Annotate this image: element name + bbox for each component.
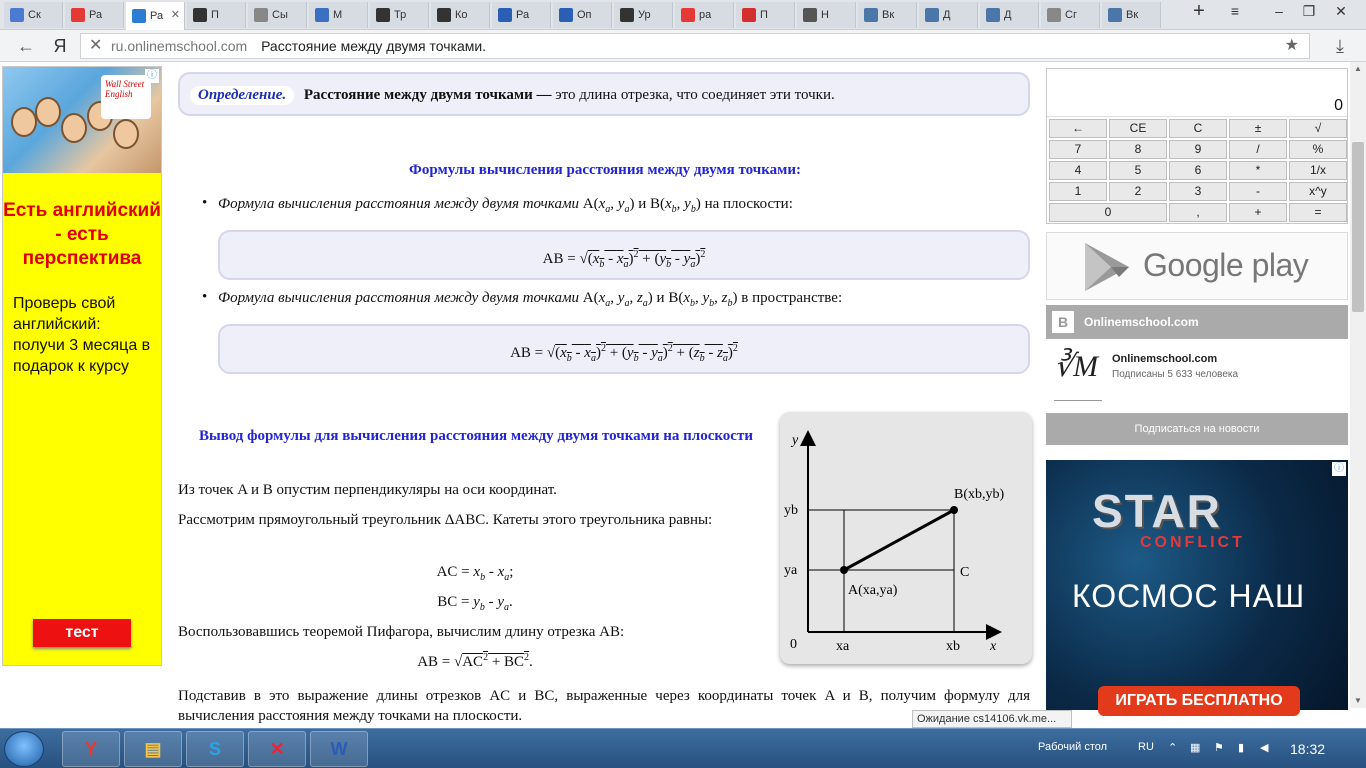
status-bar: Ожидание cs14106.vk.me...: [912, 710, 1072, 728]
browser-tab[interactable]: [919, 2, 978, 28]
pythagoras-formula: AB = $√AC^2 + BC^2$.: [417, 652, 533, 670]
browser-tab[interactable]: [980, 2, 1039, 28]
vk-icon: [986, 8, 1000, 22]
x-axis-label: x: [990, 639, 997, 654]
scroll-down-icon[interactable]: ▼: [1354, 696, 1362, 705]
calculator-key[interactable]: 6: [1169, 161, 1227, 180]
download-icon[interactable]: ⤓: [1336, 36, 1344, 56]
browser-tab[interactable]: [65, 2, 124, 28]
tab-label: Ра: [516, 9, 530, 21]
skype-icon[interactable]: S: [186, 731, 244, 767]
play-free-button[interactable]: ИГРАТЬ БЕСПЛАТНО: [1098, 686, 1300, 716]
legs-formulas: AC = $x_b - x_a$; BC = $y_b - y_a$.: [436, 564, 514, 613]
menu-icon[interactable]: ≡: [1230, 3, 1240, 19]
bullet-plane-text: Формула вычисления расстояния между двумя точками: [218, 196, 580, 212]
close-tab-icon[interactable]: ✕: [170, 9, 180, 21]
browser-tab[interactable]: [431, 2, 490, 28]
network-icon[interactable]: ▦: [1190, 742, 1201, 754]
google-play-banner[interactable]: [1046, 232, 1348, 300]
tick-xb: xb: [946, 639, 960, 654]
wall-street-english-logo: Wall Street English: [101, 75, 151, 119]
definition-term: Расстояние между двумя точками —: [303, 87, 552, 103]
point-c-label: C: [960, 565, 970, 580]
sqrt-icon: [437, 8, 451, 22]
vk-header-title: Onlinemschool.com: [1084, 315, 1199, 329]
ad-headline: Есть английский - есть перспектива: [3, 200, 161, 269]
calculator-key[interactable]: CE: [1109, 119, 1167, 138]
vk-subscribe-button[interactable]: Подписаться на новости: [1046, 413, 1348, 445]
paragraph-triangle: Рассмотрим прямоугольный треугольник ΔABC. Катеты этого треугольника равны:: [178, 512, 713, 528]
definition-text: это длина отрезка, что соединяет эти точки.: [555, 87, 835, 103]
word-icon[interactable]: W: [310, 731, 368, 767]
calculator-key[interactable]: -: [1229, 182, 1287, 201]
tab-label: Ра: [150, 10, 164, 22]
bullet-plane-suffix: на плоскости:: [704, 196, 793, 212]
browser-toolbar: [0, 30, 1366, 62]
tab-label: Ра: [89, 9, 103, 21]
mail-icon: [315, 8, 329, 22]
formula-space: AB = $√(x_b - x_a)^2 + (y_b - y_a)^2 + (z_b - z_a)^2$: [218, 324, 1030, 374]
browser-tab[interactable]: [309, 2, 368, 28]
bookmark-star-icon[interactable]: ★: [1284, 37, 1299, 54]
browser-tab[interactable]: [248, 2, 307, 28]
tick-ya: ya: [784, 563, 798, 578]
vk-group-name[interactable]: Onlinemschool.com: [1112, 353, 1218, 365]
stop-loading-icon[interactable]: ✕: [89, 37, 103, 54]
ad-photo: [3, 67, 161, 173]
sqrt-icon: [620, 8, 634, 22]
sqrt-icon: [376, 8, 390, 22]
yandex-logo[interactable]: Я: [53, 36, 67, 56]
close-window-icon[interactable]: ✕: [1335, 3, 1347, 19]
browser-tab[interactable]: [675, 2, 734, 28]
gear-icon: [803, 8, 817, 22]
tick-xa: xa: [836, 639, 850, 654]
calculator-key[interactable]: *: [1229, 161, 1287, 180]
yandex-icon: [681, 8, 695, 22]
calculator-key[interactable]: C: [1169, 119, 1227, 138]
calculator-key[interactable]: %: [1289, 140, 1347, 159]
calculator-key[interactable]: 9: [1169, 140, 1227, 159]
calculator-key[interactable]: x^y: [1289, 182, 1347, 201]
tab-label: Д: [1004, 9, 1012, 21]
calculator-key[interactable]: √: [1289, 119, 1347, 138]
origin-label: 0: [790, 637, 797, 652]
book-icon: [498, 8, 512, 22]
tab-label: Вк: [882, 9, 895, 21]
calculator-key[interactable]: 1: [1049, 182, 1107, 201]
calculator-widget: [1046, 68, 1348, 224]
formula-plane: AB = $√(x_b - x_a)^2 + (y_b - y_a)^2$: [218, 230, 1030, 280]
formulas-heading: Формулы вычисления расстояния между двумя точками:: [409, 162, 801, 178]
url-domain: ru.onlinemschool.com: [111, 38, 248, 54]
left-ad-banner[interactable]: [2, 66, 162, 666]
bullet-space-suffix: в пространстве:: [741, 290, 843, 306]
puzzle-icon: [193, 8, 207, 22]
tab-label: Тр: [394, 9, 407, 21]
yandex-icon: [71, 8, 85, 22]
segment-ab: [844, 510, 954, 570]
point-b-label: B(xb,yb): [954, 487, 1005, 502]
signal-icon[interactable]: ▮: [1238, 742, 1245, 754]
calculator-key[interactable]: ←: [1049, 119, 1107, 138]
pdf-reader-icon[interactable]: ✕: [248, 731, 306, 767]
tab-label: Сг: [1065, 9, 1077, 21]
google-play-icon: [1081, 241, 1141, 293]
ad-body: Проверь свой английский: получи 3 месяца в подарок к курсу: [13, 295, 151, 375]
url-page-title: Расстояние между двумя точками.: [261, 38, 487, 54]
calculator-key[interactable]: 1/x: [1289, 161, 1347, 180]
start-button[interactable]: [4, 731, 44, 767]
new-tab-button[interactable]: +: [1193, 0, 1205, 22]
calculator-key[interactable]: 0: [1049, 203, 1167, 222]
desktop-label[interactable]: Рабочий стол: [1038, 741, 1108, 753]
browser-tab[interactable]: [1102, 2, 1161, 28]
vk-icon: [925, 8, 939, 22]
point-b-dot: [950, 506, 958, 514]
browser-tab[interactable]: [1041, 2, 1100, 28]
vk-icon: [864, 8, 878, 22]
browser-tab[interactable]: [370, 2, 429, 28]
one-icon: [742, 8, 756, 22]
calculator-key[interactable]: 4: [1049, 161, 1107, 180]
ad-test-button[interactable]: тест: [33, 619, 131, 647]
paragraph-substitute: Подставив в это выражение длины отрезков AC и BC, выраженные через координаты точек A и B, получим формулу для вычисления расстояния между точками на плоскости.: [178, 688, 1030, 724]
paragraph-pythagoras: Воспользовавшись теоремой Пифагора, вычислим длину отрезка AB:: [178, 624, 625, 640]
ad-choices-icon[interactable]: ⓘ: [147, 70, 157, 81]
coordinate-graph: [780, 412, 1032, 664]
game-slogan: КОСМОС НАШ: [1072, 578, 1306, 614]
page-icon: [254, 8, 268, 22]
browser-tab[interactable]: [126, 2, 185, 30]
browser-tab[interactable]: [187, 2, 246, 28]
tab-label: ра: [699, 9, 712, 21]
point-a-label: A(xa,ya): [848, 583, 898, 598]
calculator-key[interactable]: /: [1229, 140, 1287, 159]
bullet-space: • Формула вычисления расстояния между двумя точками $A(x_a$, $y_a$, $z_a$) и $B(x_b$, $y_b$, $z_b$) в пространстве:: [218, 290, 842, 309]
tray-up-icon[interactable]: ⌃: [1168, 742, 1178, 754]
calculator-key[interactable]: =: [1289, 203, 1347, 222]
tab-label: Ск: [28, 9, 41, 21]
calculator-key[interactable]: 2: [1109, 182, 1167, 201]
flag-icon[interactable]: ⚑: [1214, 742, 1224, 754]
tab-label: Вк: [1126, 9, 1139, 21]
tab-strip: [0, 0, 1366, 30]
y-axis-label: y: [792, 433, 799, 448]
browser-tab[interactable]: [858, 2, 917, 28]
tab-label: П: [760, 9, 768, 21]
ad-choices-icon[interactable]: ⓘ: [1334, 463, 1344, 474]
vk-logo-icon: B: [1052, 311, 1074, 333]
tab-label: Н: [821, 9, 829, 21]
derivation-heading: Вывод формулы для вычисления расстояния между двумя точками на плоскости: [199, 428, 753, 444]
yandex-browser-icon[interactable]: Y: [62, 731, 120, 767]
loading-icon: [132, 9, 146, 23]
clock[interactable]: 18:32: [1290, 741, 1326, 757]
calculator-key[interactable]: 7: [1049, 140, 1107, 159]
maximize-icon[interactable]: ❐: [1302, 3, 1316, 19]
tick-yb: yb: [784, 503, 798, 518]
tab-label: Ко: [455, 9, 468, 21]
browser-tab[interactable]: [736, 2, 795, 28]
page-icon: [1047, 8, 1061, 22]
explorer-icon[interactable]: ▤: [124, 731, 182, 767]
calculator-display: 0: [1047, 69, 1347, 117]
vk-subscribers: Подписаны 5 633 человека: [1112, 369, 1239, 380]
scrollbar-thumb[interactable]: [1352, 142, 1364, 312]
tab-label: Сы: [272, 9, 288, 21]
tab-label: Ур: [638, 9, 651, 21]
onlinemschool-avatar[interactable]: ∛M: [1054, 349, 1102, 401]
ad-icon: [10, 8, 24, 22]
google-play-label: Google play: [1143, 247, 1309, 283]
browser-tab[interactable]: [492, 2, 551, 28]
volume-icon[interactable]: ◀: [1260, 742, 1269, 754]
definition-label: Определение.: [190, 86, 294, 105]
back-button[interactable]: ←: [17, 36, 35, 56]
calculator-key[interactable]: +: [1229, 203, 1287, 222]
address-bar[interactable]: [80, 33, 1310, 59]
browser-tab[interactable]: [553, 2, 612, 28]
definition-box: [178, 72, 1030, 116]
tab-label: Оп: [577, 9, 592, 21]
scroll-up-icon[interactable]: ▲: [1354, 64, 1362, 73]
tab-label: М: [333, 9, 343, 21]
calculator-key[interactable]: 3: [1169, 182, 1227, 201]
calculator-key[interactable]: ,: [1169, 203, 1227, 222]
calculator-key[interactable]: ±: [1229, 119, 1287, 138]
windows-taskbar: [0, 728, 1366, 768]
bullet-plane: • Формула вычисления расстояния между двумя точками $A(x_a$, $y_a$) и $B(x_b$, $y_b$) на плоскости:: [218, 196, 793, 215]
vk-header[interactable]: [1046, 305, 1348, 339]
browser-tab[interactable]: [4, 2, 63, 28]
calculator-keypad: [1047, 117, 1347, 224]
browser-tab[interactable]: [614, 2, 673, 28]
game-subtitle: CONFLICT: [1140, 534, 1245, 551]
point-a-dot: [840, 566, 848, 574]
bullet-space-text: Формула вычисления расстояния между двумя точками: [218, 290, 580, 306]
language-indicator[interactable]: RU: [1138, 741, 1154, 753]
graph-svg: [780, 412, 1032, 664]
game-title: STAR: [1092, 485, 1222, 537]
paragraph-perpendiculars: Из точек A и B опустим перпендикуляры на оси координат.: [178, 482, 557, 498]
vk-icon: [1108, 8, 1122, 22]
star-conflict-ad[interactable]: [1046, 460, 1348, 710]
minimize-icon[interactable]: –: [1275, 3, 1283, 19]
browser-tab[interactable]: [797, 2, 856, 28]
calculator-key[interactable]: 8: [1109, 140, 1167, 159]
calculator-key[interactable]: 5: [1109, 161, 1167, 180]
tab-label: Д: [943, 9, 951, 21]
book-icon: [559, 8, 573, 22]
vk-widget: [1046, 305, 1348, 445]
tab-label: П: [211, 9, 219, 21]
page-scrollbar[interactable]: [1350, 62, 1366, 708]
